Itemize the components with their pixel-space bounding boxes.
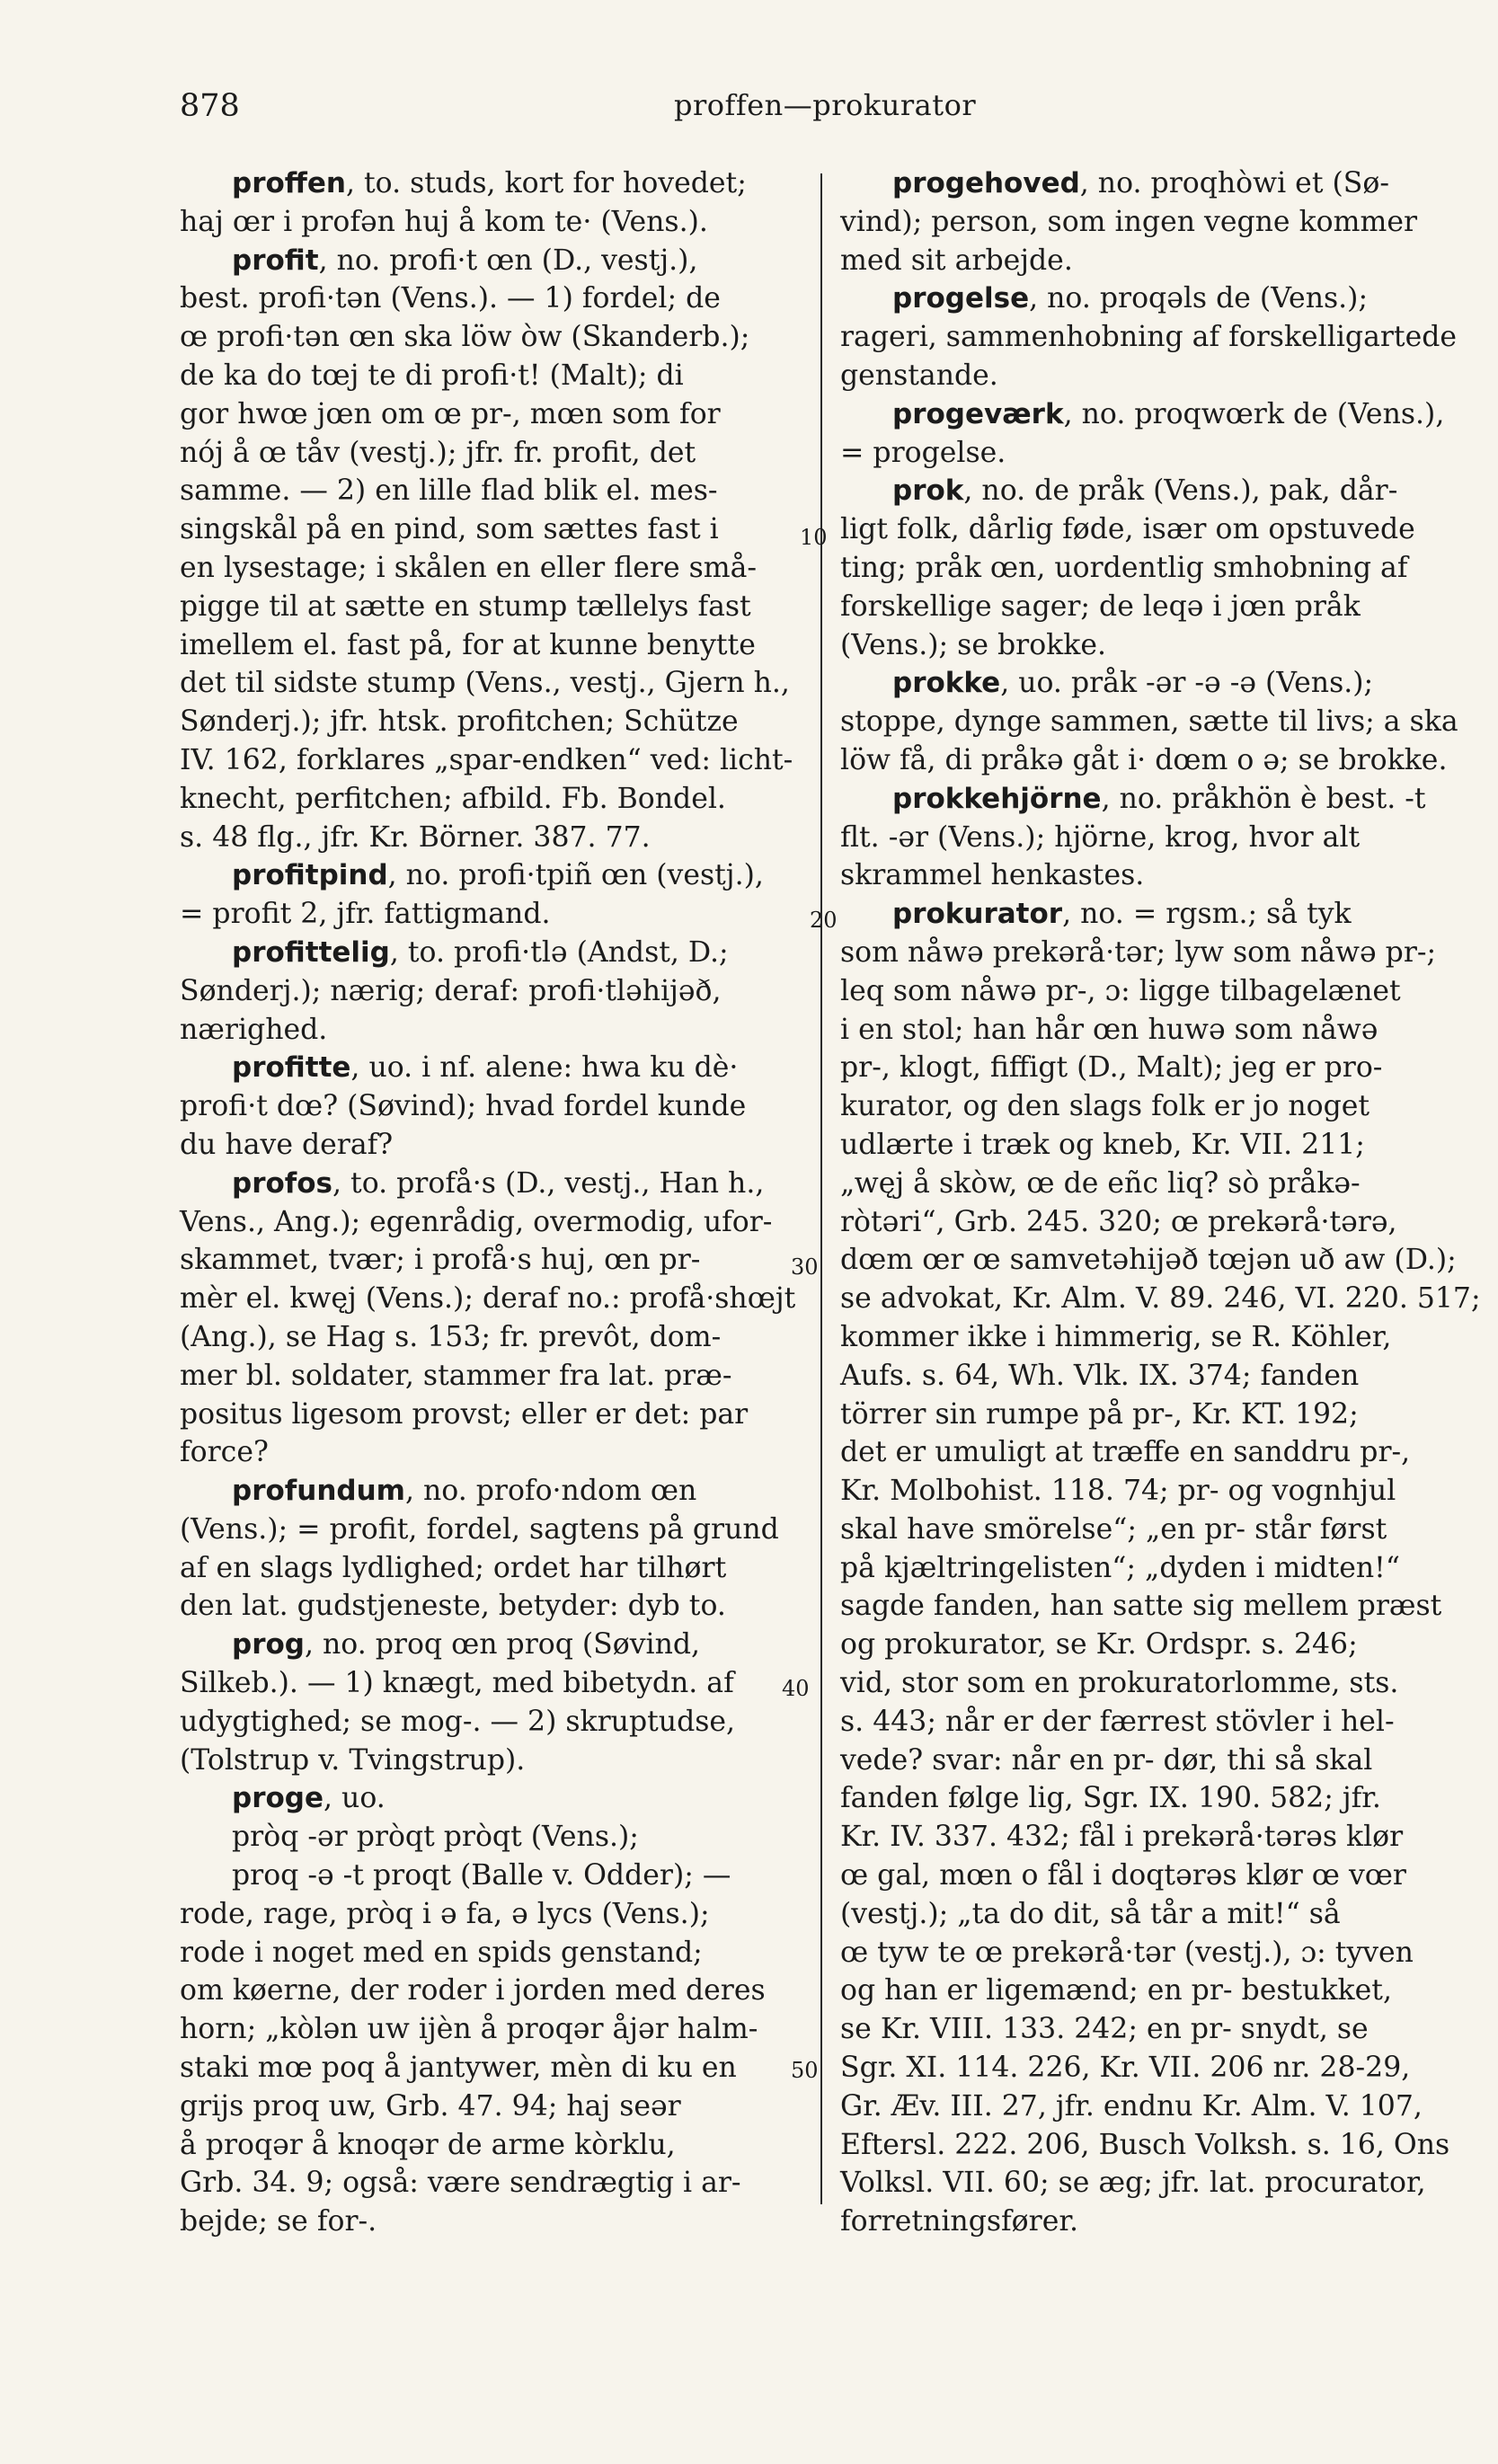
text-line [180, 434, 809, 473]
entry-first-line [840, 164, 1465, 203]
text-line [840, 972, 1465, 1011]
text-line [180, 1126, 809, 1165]
line-text: pr-, klogt, fiffigt (D., Malt); jeg er pro- [840, 1051, 1383, 1085]
line-text: de ka do tœj te di profi·t! (Malt); di [180, 359, 684, 392]
text-line [180, 588, 809, 626]
line-text: positus ligesom provst; eller er det: par [180, 1397, 749, 1431]
line-text: s. 48 flg., jfr. Kr. Börner. 387. 77. [180, 820, 651, 854]
line-text: , no. profi·tpiñ œn (vestj.), [387, 859, 764, 892]
line-text: œ tyw te œ prekərå·tər (vestj.), ɔ: tyven [840, 1936, 1414, 1969]
line-text: proq -ə -t proqt (Balle v. Odder); — [232, 1859, 731, 1892]
text-line [180, 318, 809, 357]
line-text: , to. profi·tlə (Andst, D.; [389, 935, 729, 969]
headword: progelse [892, 282, 1030, 315]
text-line [840, 1318, 1465, 1357]
text-line [180, 1857, 809, 1895]
line-text: mèr el. kwęj (Vens.); deraf no.: profå·shœjt [180, 1282, 796, 1316]
line-text: pigge til at sætte en stump tællelys fast [180, 589, 751, 623]
line-text: , no. pråkhön è best. -t [1101, 782, 1426, 815]
line-text: Kr. Molbohist. 118. 74; pr- og vognhjul [840, 1475, 1396, 1508]
headword: profit [232, 244, 319, 277]
text-line [840, 318, 1465, 357]
text-line [840, 2049, 1465, 2087]
text-line [180, 1433, 809, 1472]
line-text: skammet, tvær; i profå·s huj, œn pr- [180, 1244, 701, 1277]
line-text: force? [180, 1436, 269, 1469]
line-text: , no. proq œn proq (Søvind, [304, 1628, 701, 1662]
line-text: löw få, di pråkə gåt i· dœm o ə; se brokke. [840, 743, 1448, 776]
entry-first-line [180, 1472, 809, 1511]
entry-first-line [840, 895, 1465, 934]
line-text: og han er ligemænd; en pr- bestukket, [840, 1974, 1392, 2008]
text-line [840, 434, 1465, 473]
line-text: Aufs. s. 64, Wh. Vlk. IX. 374; fanden [840, 1359, 1360, 1392]
line-text: og prokurator, se Kr. Ordspr. s. 246; [840, 1628, 1358, 1662]
text-line [840, 1972, 1465, 2010]
text-line [840, 510, 1465, 549]
line-text: forretningsfører. [840, 2205, 1078, 2238]
line-text: fanden følge lig, Sgr. IX. 190. 582; jfr. [840, 1782, 1381, 1815]
text-line [840, 934, 1465, 972]
line-text: = profit 2, jfr. fattigmand. [180, 898, 551, 931]
running-head: proffen—prokurator [674, 88, 977, 122]
line-text: törrer sin rumpe på pr-, Kr. KT. 192; [840, 1397, 1359, 1431]
text-line [180, 972, 809, 1011]
text-line [840, 2126, 1465, 2165]
text-line [840, 1742, 1465, 1780]
text-line [840, 741, 1465, 780]
entry-first-line [840, 395, 1465, 434]
line-text: , uo. pråk -ər -ə -ə (Vens.); [1000, 667, 1374, 700]
text-line [840, 1779, 1465, 1818]
text-line [180, 1587, 809, 1626]
line-number: 10 [800, 525, 828, 550]
line-text: sagde fanden, han satte sig mellem præst [840, 1590, 1442, 1623]
headword: profundum [232, 1475, 405, 1508]
text-line [840, 1433, 1465, 1472]
line-text: , uo. i nf. alene: hwa ku dè· [350, 1051, 739, 1085]
text-line [180, 203, 809, 242]
left-column [180, 164, 809, 2241]
headword: prokurator [892, 898, 1063, 931]
line-text: stoppe, dynge sammen, sætte til livs; a ska [840, 705, 1458, 739]
entry-first-line [840, 664, 1465, 703]
text-line [840, 1165, 1465, 1203]
line-text: haj œr i profən huj å kom te· (Vens.). [180, 205, 708, 238]
text-line [180, 2203, 809, 2241]
line-text: , to. studs, kort for hovedet; [345, 167, 747, 199]
entry-first-line [840, 472, 1465, 510]
text-line [840, 2010, 1465, 2049]
line-text: gor hwœ jœn om œ pr-, mœn som for [180, 397, 721, 430]
line-number: 40 [782, 1676, 810, 1701]
line-text: mer bl. soldater, stammer fra lat. præ- [180, 1359, 732, 1392]
text-line [180, 2164, 809, 2203]
line-text: skrammel henkastes. [840, 859, 1145, 892]
text-line [180, 895, 809, 934]
text-line [180, 1280, 809, 1318]
line-text: en lysestage; i skålen en eller flere små- [180, 551, 758, 584]
line-text: kommer ikke i himmerig, se R. Köhler, [840, 1320, 1392, 1353]
right-column [840, 164, 1481, 2241]
text-line [180, 1396, 809, 1434]
text-line [840, 1549, 1465, 1588]
line-text: Sønderj.); jfr. htsk. profitchen; Schütze [180, 705, 739, 739]
entry-first-line [180, 164, 809, 203]
text-line [180, 2049, 809, 2087]
text-line [180, 664, 809, 703]
line-text: = progelse. [840, 436, 1006, 469]
text-line [180, 1972, 809, 2010]
line-text: „węj å skòw, œ de eñc liq? sò pråkə- [840, 1166, 1361, 1200]
text-line [180, 1357, 809, 1396]
text-line [180, 1664, 809, 1703]
entry-first-line [180, 856, 809, 895]
line-text: Vens., Ang.); egenrådig, overmodig, ufor- [180, 1205, 773, 1238]
text-line [840, 703, 1465, 741]
text-line [840, 1280, 1481, 1318]
headword: prokke [892, 667, 1001, 700]
line-text: samme. — 2) en lille flad blik el. mes- [180, 474, 718, 508]
line-text: leq som nåwə pr-, ɔ: ligge tilbagelænet [840, 974, 1401, 1007]
text-line [840, 1126, 1465, 1165]
line-text: af en slags lydlighed; ordet har tilhørt [180, 1551, 727, 1584]
text-line [180, 357, 809, 395]
text-line [180, 1895, 809, 1934]
line-text: Sgr. XI. 114. 226, Kr. VII. 206 nr. 28-29, [840, 2052, 1411, 2085]
entry-first-line [180, 1626, 809, 1664]
line-text: rode, rage, pròq i ə fa, ə lycs (Vens.); [180, 1897, 710, 1930]
entry-first-line [180, 934, 809, 972]
line-text: på kjæltringelisten“; „dyden i midten!“ [840, 1551, 1400, 1584]
line-text: nój å œ tåv (vestj.); jfr. fr. profit, det [180, 436, 696, 469]
headword: prog [232, 1628, 305, 1662]
line-text: forskellige sager; de leqə i jœn pråk [840, 589, 1361, 623]
headword: progeværk [892, 397, 1064, 430]
text-line [840, 1511, 1465, 1549]
line-text: å proqər å knoqər de arme kòrklu, [180, 2128, 676, 2161]
text-line [840, 1396, 1465, 1434]
line-text: rageri, sammenhobning af forskelligartede [840, 321, 1458, 354]
line-text: kurator, og den slags folk er jo noget [840, 1090, 1370, 1123]
headword: profos [232, 1166, 333, 1200]
line-text: Volksl. VII. 60; se æg; jfr. lat. procurator, [840, 2167, 1426, 2200]
line-text: skal have smörelse“; „en pr- står først [840, 1512, 1387, 1546]
text-line [840, 1241, 1465, 1280]
entry-first-line [840, 780, 1465, 819]
page-number: 878 [180, 88, 240, 124]
text-line [180, 1087, 809, 1126]
line-text: Gr. Æv. III. 27, jfr. endnu Kr. Alm. V. 107, [840, 2089, 1423, 2123]
text-line [180, 1934, 809, 1972]
entry-first-line [180, 1049, 809, 1087]
line-text: , no. proqwœrk de (Vens.), [1063, 397, 1445, 430]
text-line [180, 510, 809, 549]
text-line [840, 1895, 1465, 1934]
text-line [840, 1703, 1465, 1742]
text-line [180, 1011, 809, 1050]
line-text: nærighed. [180, 1013, 328, 1046]
text-line [180, 549, 809, 588]
text-line [840, 1664, 1465, 1703]
line-text: IV. 162, forklares „spar-endken“ ved: licht- [180, 743, 793, 776]
text-line [840, 2203, 1465, 2241]
text-line [840, 549, 1465, 588]
line-text: Kr. IV. 337. 432; fål i prekərå·tərəs klør [840, 1821, 1404, 1854]
line-text: se advokat, Kr. Alm. V. 89. 246, VI. 220. 517; [840, 1282, 1481, 1316]
text-line [840, 203, 1465, 242]
line-text: (Vens.); = profit, fordel, sagtens på grund [180, 1512, 779, 1546]
headword: profittelig [232, 935, 390, 969]
line-text: genstande. [840, 359, 998, 392]
text-line [840, 242, 1465, 280]
line-text: som nåwə prekərå·tər; lyw som nåwə pr-; [840, 935, 1437, 969]
text-line [840, 819, 1465, 857]
text-line [180, 703, 809, 741]
headword: progehoved [892, 167, 1080, 199]
line-text: knecht, perfitchen; afbild. Fb. Bondel. [180, 782, 726, 815]
headword: profitte [232, 1051, 351, 1085]
page-header [180, 88, 1465, 142]
text-line [180, 2126, 809, 2165]
line-text: Grb. 34. 9; også: være sendrægtig i ar- [180, 2167, 741, 2200]
headword: prokkehjörne [892, 782, 1102, 815]
line-text: udygtighed; se mog-. — 2) skruptudse, [180, 1705, 736, 1738]
text-line [840, 1934, 1465, 1972]
line-text: , uo. [324, 1782, 386, 1815]
entry-first-line [180, 242, 809, 280]
text-line [840, 588, 1465, 626]
text-line [840, 1472, 1465, 1511]
text-line [840, 1626, 1465, 1664]
text-line [840, 1203, 1465, 1242]
headword: proge [232, 1782, 324, 1815]
line-text: bejde; se for-. [180, 2205, 377, 2238]
line-text: (Vens.); se brokke. [840, 628, 1107, 661]
line-text: œ profi·tən œn ska löw òw (Skanderb.); [180, 321, 750, 354]
line-text: ròtəri“, Grb. 245. 320; œ prekərå·tərə, [840, 1205, 1397, 1238]
line-text: vid, stor som en prokuratorlomme, sts. [840, 1667, 1399, 1700]
line-text: , to. profå·s (D., vestj., Han h., [332, 1166, 765, 1200]
line-text: singskål på en pind, som sættes fast i [180, 513, 719, 546]
text-line [840, 626, 1465, 665]
line-text: ligt folk, dårlig føde, især om opstuvede [840, 513, 1415, 546]
line-text: se Kr. VIII. 133. 242; en pr- snydt, se [840, 2013, 1369, 2046]
line-text: det er umuligt at træffe en sanddru pr-, [840, 1436, 1411, 1469]
line-number: 30 [791, 1254, 819, 1280]
line-text: , no. proqhòwi et (Sø- [1079, 167, 1389, 199]
entry-first-line [180, 1165, 809, 1203]
line-number: 50 [791, 2058, 819, 2083]
line-text: vind); person, som ingen vegne kommer [840, 205, 1418, 238]
line-text: den lat. gudstjeneste, betyder: dyb to. [180, 1590, 726, 1623]
line-text: (Ang.), se Hag s. 153; fr. prevôt, dom- [180, 1320, 722, 1353]
line-text: , no. = rgsm.; så tyk [1062, 898, 1352, 931]
text-line [840, 1857, 1465, 1895]
text-line [840, 1357, 1465, 1396]
text-line [840, 1818, 1465, 1857]
text-line [840, 2164, 1465, 2203]
line-text: , no. profi·t œn (D., vestj.), [318, 244, 698, 277]
text-line [180, 626, 809, 665]
line-text: flt. -ər (Vens.); hjörne, krog, hvor alt [840, 820, 1361, 854]
text-line [840, 2087, 1465, 2126]
line-text: det til sidste stump (Vens., vestj., Gjern h., [180, 667, 790, 700]
text-line [180, 1203, 809, 1242]
line-text: , no. profo·ndom œn [404, 1475, 697, 1508]
text-line [180, 819, 809, 857]
text-line [180, 780, 809, 819]
line-text: Sønderj.); nærig; deraf: profi·tləhijəð, [180, 974, 722, 1007]
line-text: Eftersl. 222. 206, Busch Volksh. s. 16, Ons [840, 2128, 1450, 2161]
line-text: pròq -ər pròqt pròqt (Vens.); [232, 1821, 639, 1854]
text-line [180, 2087, 809, 2126]
line-text: best. profi·tən (Vens.). — 1) fordel; de [180, 282, 721, 315]
headword: prok [892, 474, 964, 508]
line-text: du have deraf? [180, 1128, 394, 1161]
line-text: om køerne, der roder i jorden med deres [180, 1974, 766, 2008]
line-text: vede? svar: når en pr- dør, thi så skal [840, 1743, 1373, 1777]
line-text: , no. proqəls de (Vens.); [1029, 282, 1369, 315]
text-line [180, 395, 809, 434]
line-text: , no. de pråk (Vens.), pak, dår- [963, 474, 1398, 508]
text-line [180, 1318, 809, 1357]
entry-first-line [180, 1779, 809, 1818]
line-text: udlærte i træk og kneb, Kr. VII. 211; [840, 1128, 1365, 1161]
headword: proffen [232, 167, 346, 199]
line-text: horn; „kòlən uw ijèn å proqər åjər halm- [180, 2013, 758, 2046]
text-line [840, 1587, 1465, 1626]
text-line [180, 1241, 809, 1280]
text-line [180, 1742, 809, 1780]
text-line [180, 1818, 809, 1857]
line-text: staki mœ poq å jantywer, mèn di ku en [180, 2052, 737, 2085]
line-text: dœm œr œ samvetəhijəð tœjən uð aw (D.); [840, 1244, 1457, 1277]
text-line [840, 1011, 1465, 1050]
entry-first-line [840, 279, 1465, 318]
line-text: profi·t dœ? (Søvind); hvad fordel kunde [180, 1090, 747, 1123]
line-text: Silkeb.). — 1) knægt, med bibetydn. af [180, 1667, 734, 1700]
column-divider [820, 173, 822, 2204]
text-line [180, 1511, 809, 1549]
line-text: rode i noget med en spids genstand; [180, 1936, 703, 1969]
text-line [180, 1703, 809, 1742]
line-number: 20 [810, 908, 838, 933]
text-line [180, 279, 809, 318]
line-text: (vestj.); „ta do dit, så tår a mit!“ så [840, 1897, 1341, 1930]
line-text: s. 443; når er der færrest stövler i hel- [840, 1705, 1395, 1738]
line-text: imellem el. fast på, for at kunne benytte [180, 628, 756, 661]
line-text: ting; pråk œn, uordentlig smhobning af [840, 551, 1408, 584]
text-line [180, 741, 809, 780]
text-line [840, 856, 1465, 895]
headword: profitpind [232, 859, 388, 892]
text-line [840, 1049, 1465, 1087]
line-text: i en stol; han hår œn huwə som nåwə [840, 1013, 1378, 1046]
line-text: med sit arbejde. [840, 244, 1073, 277]
line-text: (Tolstrup v. Tvingstrup). [180, 1743, 526, 1777]
text-line [180, 1549, 809, 1588]
text-line [840, 357, 1465, 395]
text-line [180, 472, 809, 510]
line-text: œ gal, mœn o fål i doqtərəs klør œ vœr [840, 1859, 1406, 1892]
line-text: grijs proq uw, Grb. 47. 94; haj seər [180, 2089, 681, 2123]
text-line [180, 2010, 809, 2049]
text-line [840, 1087, 1465, 1126]
